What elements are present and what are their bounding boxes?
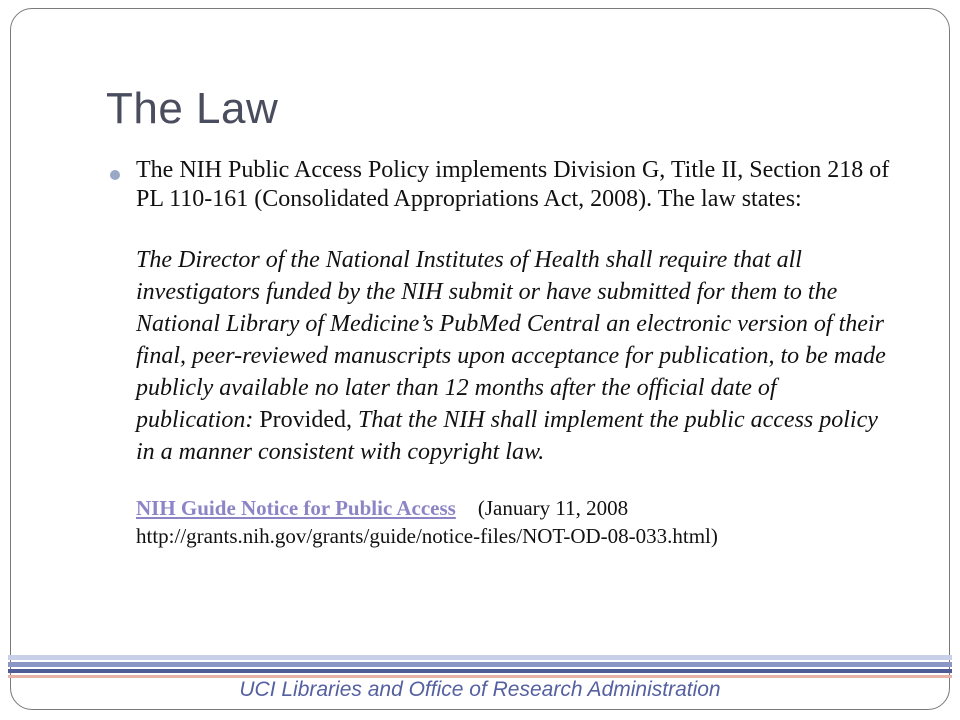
quote-part2: That the NIH shall implement the public access policy in a manner consistent with copyright law.	[136, 407, 878, 465]
stripe-mid	[8, 662, 952, 667]
quote-part1: The Director of the National Institutes of Health shall require that all investigators funded by the NIH submit or have submitted for them to the National Library of Medicine’s PubMed Central an electronic version of their final, peer-reviewed manuscripts upon acceptance for publication, to be made publicly available no later than 12 months after the official date of publication:	[136, 247, 886, 433]
bullet-icon	[110, 170, 120, 180]
slide-body	[136, 156, 896, 550]
quote-provided: Provided,	[259, 407, 352, 433]
stripe-light	[8, 655, 952, 660]
reference-date: (January 11, 2008	[477, 496, 629, 520]
footer-text: UCI Libraries and Office of Research Administration	[239, 678, 721, 701]
slide-title: The Law	[106, 84, 279, 133]
footer-stripes	[8, 655, 952, 680]
reference	[136, 494, 896, 550]
nih-guide-notice-link[interactable]: NIH Guide Notice for Public Access	[136, 496, 456, 520]
stripe-dark	[8, 669, 952, 673]
intro-text: The NIH Public Access Policy implements Division G, Title II, Section 218 of PL 110-161 (Consolidated Appropriations Act, 2008). The law states:	[136, 157, 890, 212]
reference-url: http://grants.nih.gov/grants/guide/notice-files/NOT-OD-08-033.html)	[136, 524, 718, 548]
law-quote	[136, 244, 896, 468]
